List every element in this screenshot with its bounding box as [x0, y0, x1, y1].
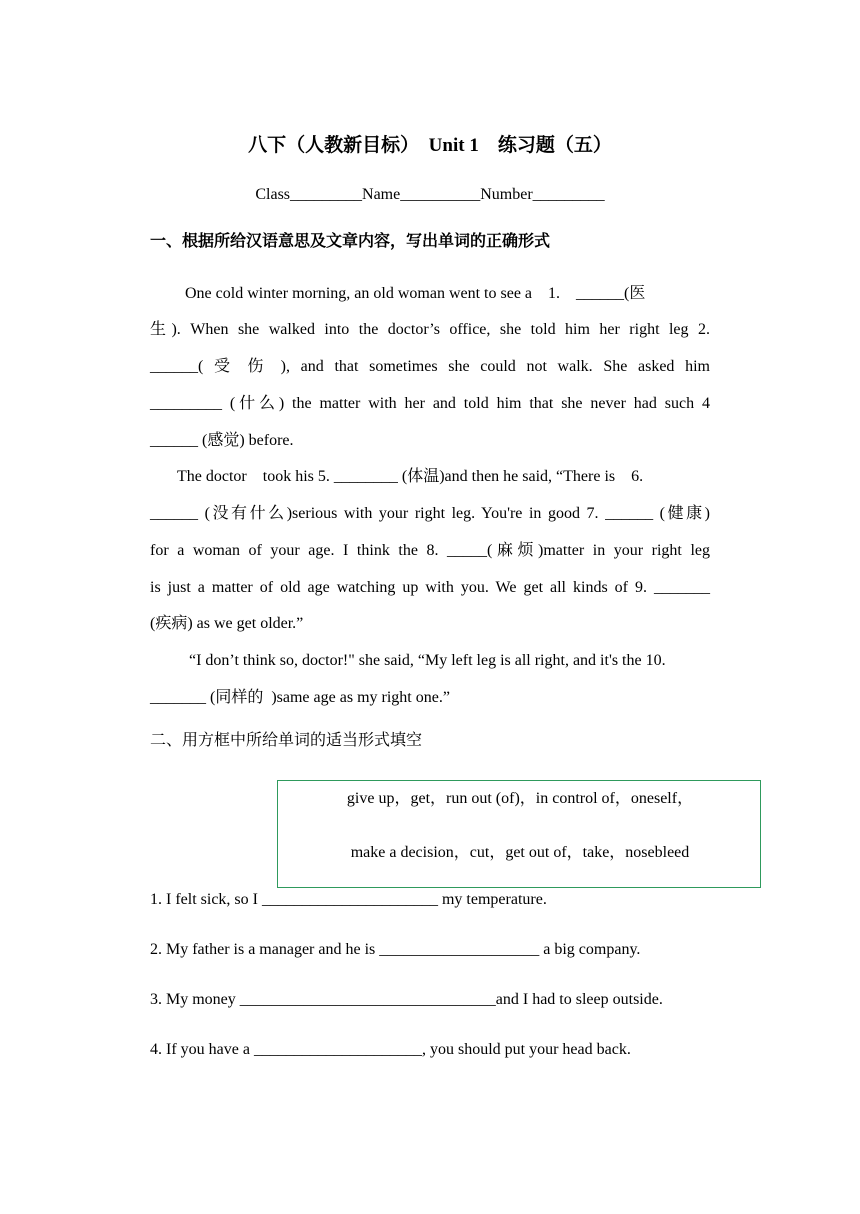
- question-3: 3. My money ________________________________and I had to sleep outside.: [150, 991, 663, 1008]
- section2-heading: 二、用方框中所给单词的适当形式填空: [150, 732, 423, 749]
- question-4: 4. If you have a _____________________, you should put your head back.: [150, 1041, 631, 1058]
- passage-line-10: (疾病) as we get older.”: [150, 615, 304, 632]
- question-1: 1. I felt sick, so I ______________________ my temperature.: [150, 891, 547, 908]
- passage-line-9: is just a matter of old age watching up with you. We get all kinds of 9. _______: [150, 579, 710, 596]
- word-bank-box: [277, 780, 761, 888]
- passage-line-7: ______ (没有什么)serious with your right leg. You're in good 7. ______ (健康): [150, 505, 710, 522]
- passage-line-8: for a woman of your age. I think the 8. _____(麻烦)matter in your right leg: [150, 542, 710, 559]
- passage-line-2: 生). When she walked into the doctor’s office, she told him her right leg 2.: [150, 321, 710, 338]
- word-bank-line-2: make a decision，cut，get out of，take，nosebleed: [350, 844, 690, 861]
- page-title: 八下（人教新目标） Unit 1 练习题（五）: [248, 135, 612, 156]
- passage-line-6: The doctor took his 5. ________ (体温)and then he said, “There is 6.: [177, 468, 644, 485]
- student-info-line: Class_________Name__________Number_________: [255, 186, 605, 203]
- question-2: 2. My father is a manager and he is ____________________ a big company.: [150, 941, 641, 958]
- word-bank-line-1: give up，get，run out (of)，in control of，oneself，: [346, 790, 694, 807]
- passage-line-4: _________ (什么) the matter with her and told him that she never had such 4: [150, 395, 710, 412]
- passage-line-11: “I don’t think so, doctor!" she said, “My left leg is all right, and it's the 10.: [189, 652, 666, 669]
- passage-line-1: One cold winter morning, an old woman went to see a 1. ______(医: [185, 285, 646, 302]
- passage-line-12: _______ (同样的 )same age as my right one.”: [150, 689, 450, 706]
- section1-heading: 一、根据所给汉语意思及文章内容，写出单词的正确形式: [150, 233, 551, 250]
- passage-line-3: ______( 受 伤 ), and that sometimes she could not walk. She asked him: [150, 358, 710, 375]
- passage-line-5: ______ (感觉) before.: [150, 432, 294, 449]
